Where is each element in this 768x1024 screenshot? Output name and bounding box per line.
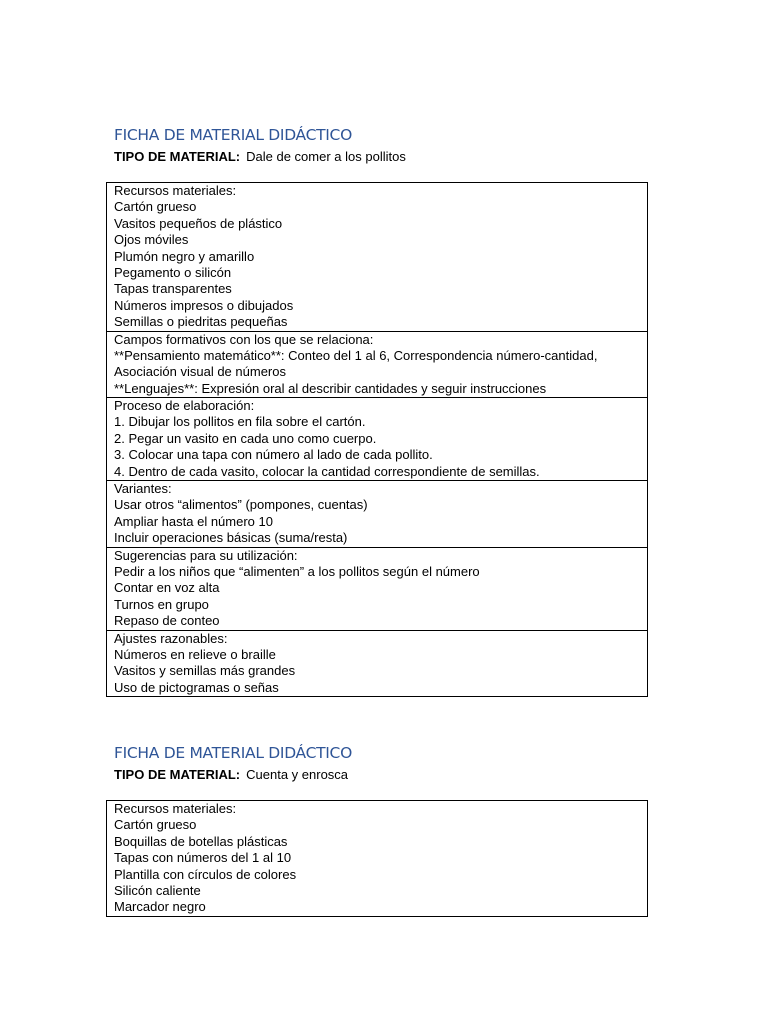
list-item: Cartón grueso: [114, 199, 197, 215]
section-title: Ajustes razonables:: [114, 630, 228, 646]
sheet-heading: FICHA DE MATERIAL DIDÁCTICO: [114, 126, 352, 144]
list-item: Uso de pictogramas o señas: [114, 679, 279, 695]
section-cell: [107, 398, 648, 481]
section-cell: [107, 630, 648, 697]
material-table: [106, 182, 648, 697]
material-type-label: TIPO DE MATERIAL:: [114, 149, 241, 164]
list-item: Números en relieve o braille: [114, 646, 276, 662]
list-item: **Lenguajes**: Expresión oral al describir cantidades y seguir instrucciones: [114, 380, 547, 396]
list-item: Números impresos o dibujados: [114, 297, 294, 313]
section-recursos: [107, 801, 648, 917]
section-title: Campos formativos con los que se relaciona:: [114, 331, 374, 347]
section-sugerencias: [107, 547, 648, 630]
list-item: Repaso de conteo: [114, 613, 220, 629]
list-item: Plantilla con círculos de colores: [114, 866, 297, 882]
list-item: Ampliar hasta el número 10: [114, 513, 273, 529]
list-item: Marcador negro: [114, 899, 206, 915]
section-cell: [107, 183, 648, 332]
list-item: Tapas con números del 1 al 10: [114, 850, 292, 866]
section-ajustes: [107, 630, 648, 697]
section-title: Sugerencias para su utilización:: [114, 547, 298, 563]
list-item: Cartón grueso: [114, 817, 197, 833]
list-item: 2. Pegar un vasito en cada uno como cuerpo.: [114, 430, 377, 446]
list-item: Ojos móviles: [114, 232, 189, 248]
section-title: Recursos materiales:: [114, 801, 237, 816]
list-item: Pedir a los niños que “alimenten” a los pollitos según el número: [114, 563, 480, 579]
section-title: Recursos materiales:: [114, 183, 237, 198]
section-title: Variantes:: [114, 481, 172, 497]
list-item: Plumón negro y amarillo: [114, 248, 255, 264]
list-item: Boquillas de botellas plásticas: [114, 833, 288, 849]
list-item: Incluir operaciones básicas (suma/resta): [114, 530, 348, 546]
list-item: Turnos en grupo: [114, 596, 209, 612]
section-cell: [107, 801, 648, 917]
material-type-value: Dale de comer a los pollitos: [246, 149, 406, 164]
section-title: Proceso de elaboración:: [114, 398, 255, 414]
section-cell: [107, 481, 648, 548]
material-sheet-2: [106, 742, 648, 917]
list-item: 1. Dibujar los pollitos en fila sobre el cartón.: [114, 414, 366, 430]
list-item: 4. Dentro de cada vasito, colocar la cantidad correspondiente de semillas.: [114, 463, 540, 479]
list-item: Contar en voz alta: [114, 580, 220, 596]
list-item: Usar otros “alimentos” (pompones, cuentas): [114, 497, 368, 513]
list-item: Vasitos pequeños de plástico: [114, 215, 283, 231]
section-recursos: [107, 183, 648, 332]
section-cell: [107, 331, 648, 398]
section-cell: [107, 547, 648, 630]
section-campos: [107, 331, 648, 398]
list-item: **Pensamiento matemático**: Conteo del 1 al 6, Correspondencia número-cantidad,: [114, 347, 598, 363]
list-item: Silicón caliente: [114, 882, 201, 898]
list-item: Asociación visual de números: [114, 364, 286, 380]
material-type-value: Cuenta y enrosca: [246, 767, 349, 782]
material-type-line: [114, 767, 648, 783]
list-item: Semillas o piedritas pequeñas: [114, 314, 288, 330]
material-sheet-1: [106, 124, 648, 697]
list-item: Vasitos y semillas más grandes: [114, 663, 296, 679]
list-item: Pegamento o silicón: [114, 264, 232, 280]
sheet-heading: FICHA DE MATERIAL DIDÁCTICO: [114, 744, 352, 762]
section-proceso: [107, 398, 648, 481]
list-item: 3. Colocar una tapa con número al lado de cada pollito.: [114, 447, 433, 463]
section-variantes: [107, 481, 648, 548]
list-item: Tapas transparentes: [114, 281, 232, 297]
material-table: [106, 800, 648, 917]
material-type-label: TIPO DE MATERIAL:: [114, 767, 241, 782]
material-type-line: [114, 149, 648, 165]
